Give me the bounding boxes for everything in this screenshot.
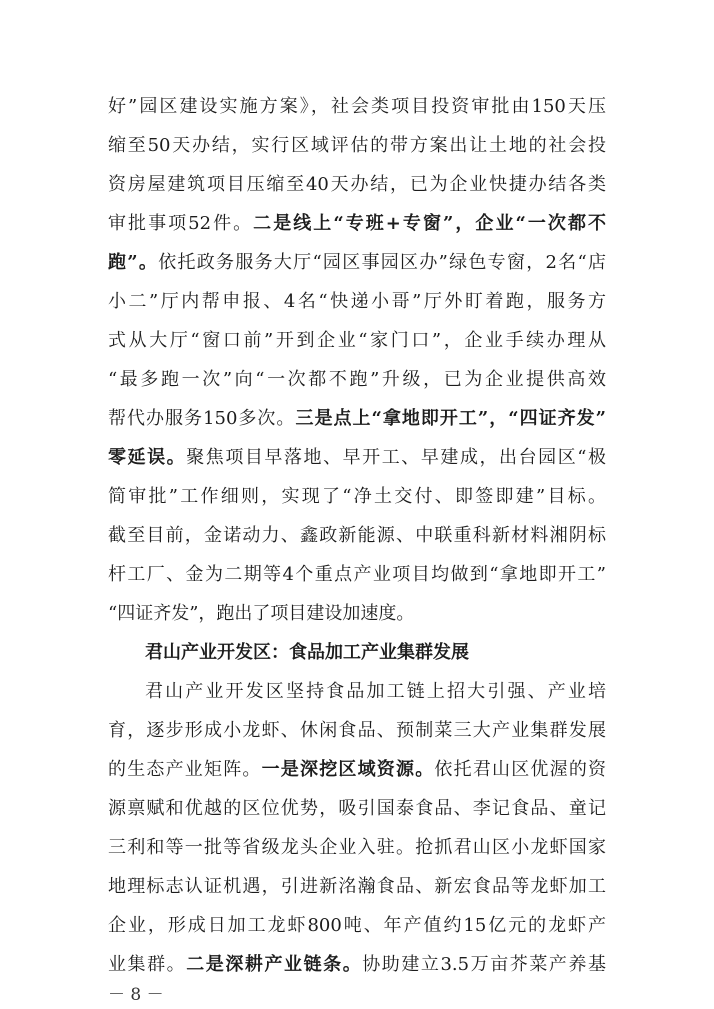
- text-line: 育，逐步形成小龙虾、休闲食品、预制菜三大产业集群发展: [108, 720, 606, 741]
- text-line: 企业，形成日加工龙虾800吨、年产值约15亿元的龙虾产: [108, 915, 606, 936]
- text-line: 的生态产业矩阵。一是深挖区域资源。依托君山区优渥的资: [108, 759, 606, 780]
- text-line: “四证齐发”，跑出了项目建设加速度。: [108, 603, 415, 624]
- text-line: 审批事项52件。二是线上“专班+专窗”，企业“一次都不: [108, 213, 606, 234]
- text-line: 截至目前，金诺动力、鑫政新能源、中联重科新材料湘阴标: [108, 525, 606, 546]
- text-line: 业集群。二是深耕产业链条。协助建立3.5万亩芥菜产养基: [108, 954, 606, 975]
- text-line: 缩至50天办结，实行区域评估的带方案出让土地的社会投: [108, 135, 606, 156]
- text-line: 小二”厅内帮申报、4名“快递小哥”厅外盯着跑，服务方: [108, 291, 606, 312]
- text-line: 跑”。依托政务服务大厅“园区事园区办”绿色专窗，2名“店: [108, 252, 606, 273]
- text-line: 三利和等一批等省级龙头企业入驻。抢抓君山区小龙虾国家: [108, 837, 606, 858]
- page-number: － 8 －: [108, 985, 164, 1005]
- text-line: 地理标志认证机遇，引进新洺瀚食品、新宏食品等龙虾加工: [108, 876, 606, 897]
- text-line: 式从大厅“窗口前”开到企业“家门口”，企业手续办理从: [108, 330, 606, 351]
- text-line: 零延误。聚焦项目早落地、早开工、早建成，出台园区“极: [108, 447, 606, 468]
- text-line: 资房屋建筑项目压缩至40天办结，已为企业快捷办结各类: [108, 174, 606, 195]
- text-line: 简审批”工作细则，实现了“净土交付、即签即建”目标。: [108, 486, 606, 507]
- section-heading: 君山产业开发区：食品加工产业集群发展: [145, 642, 469, 663]
- text-line: 源禀赋和优越的区位优势，吸引国泰食品、李记食品、童记: [108, 798, 606, 819]
- text-line: “最多跑一次”向“一次都不跑”升级，已为企业提供高效: [108, 369, 606, 390]
- text-line: 君山产业开发区坚持食品加工链上招大引强、产业培: [145, 681, 606, 702]
- text-line: 杆工厂、金为二期等4个重点产业项目均做到“拿地即开工”: [108, 564, 606, 585]
- text-line: 帮代办服务150多次。三是点上“拿地即开工”，“四证齐发”: [108, 408, 606, 429]
- text-line: 好”园区建设实施方案》，社会类项目投资审批由150天压: [108, 96, 606, 117]
